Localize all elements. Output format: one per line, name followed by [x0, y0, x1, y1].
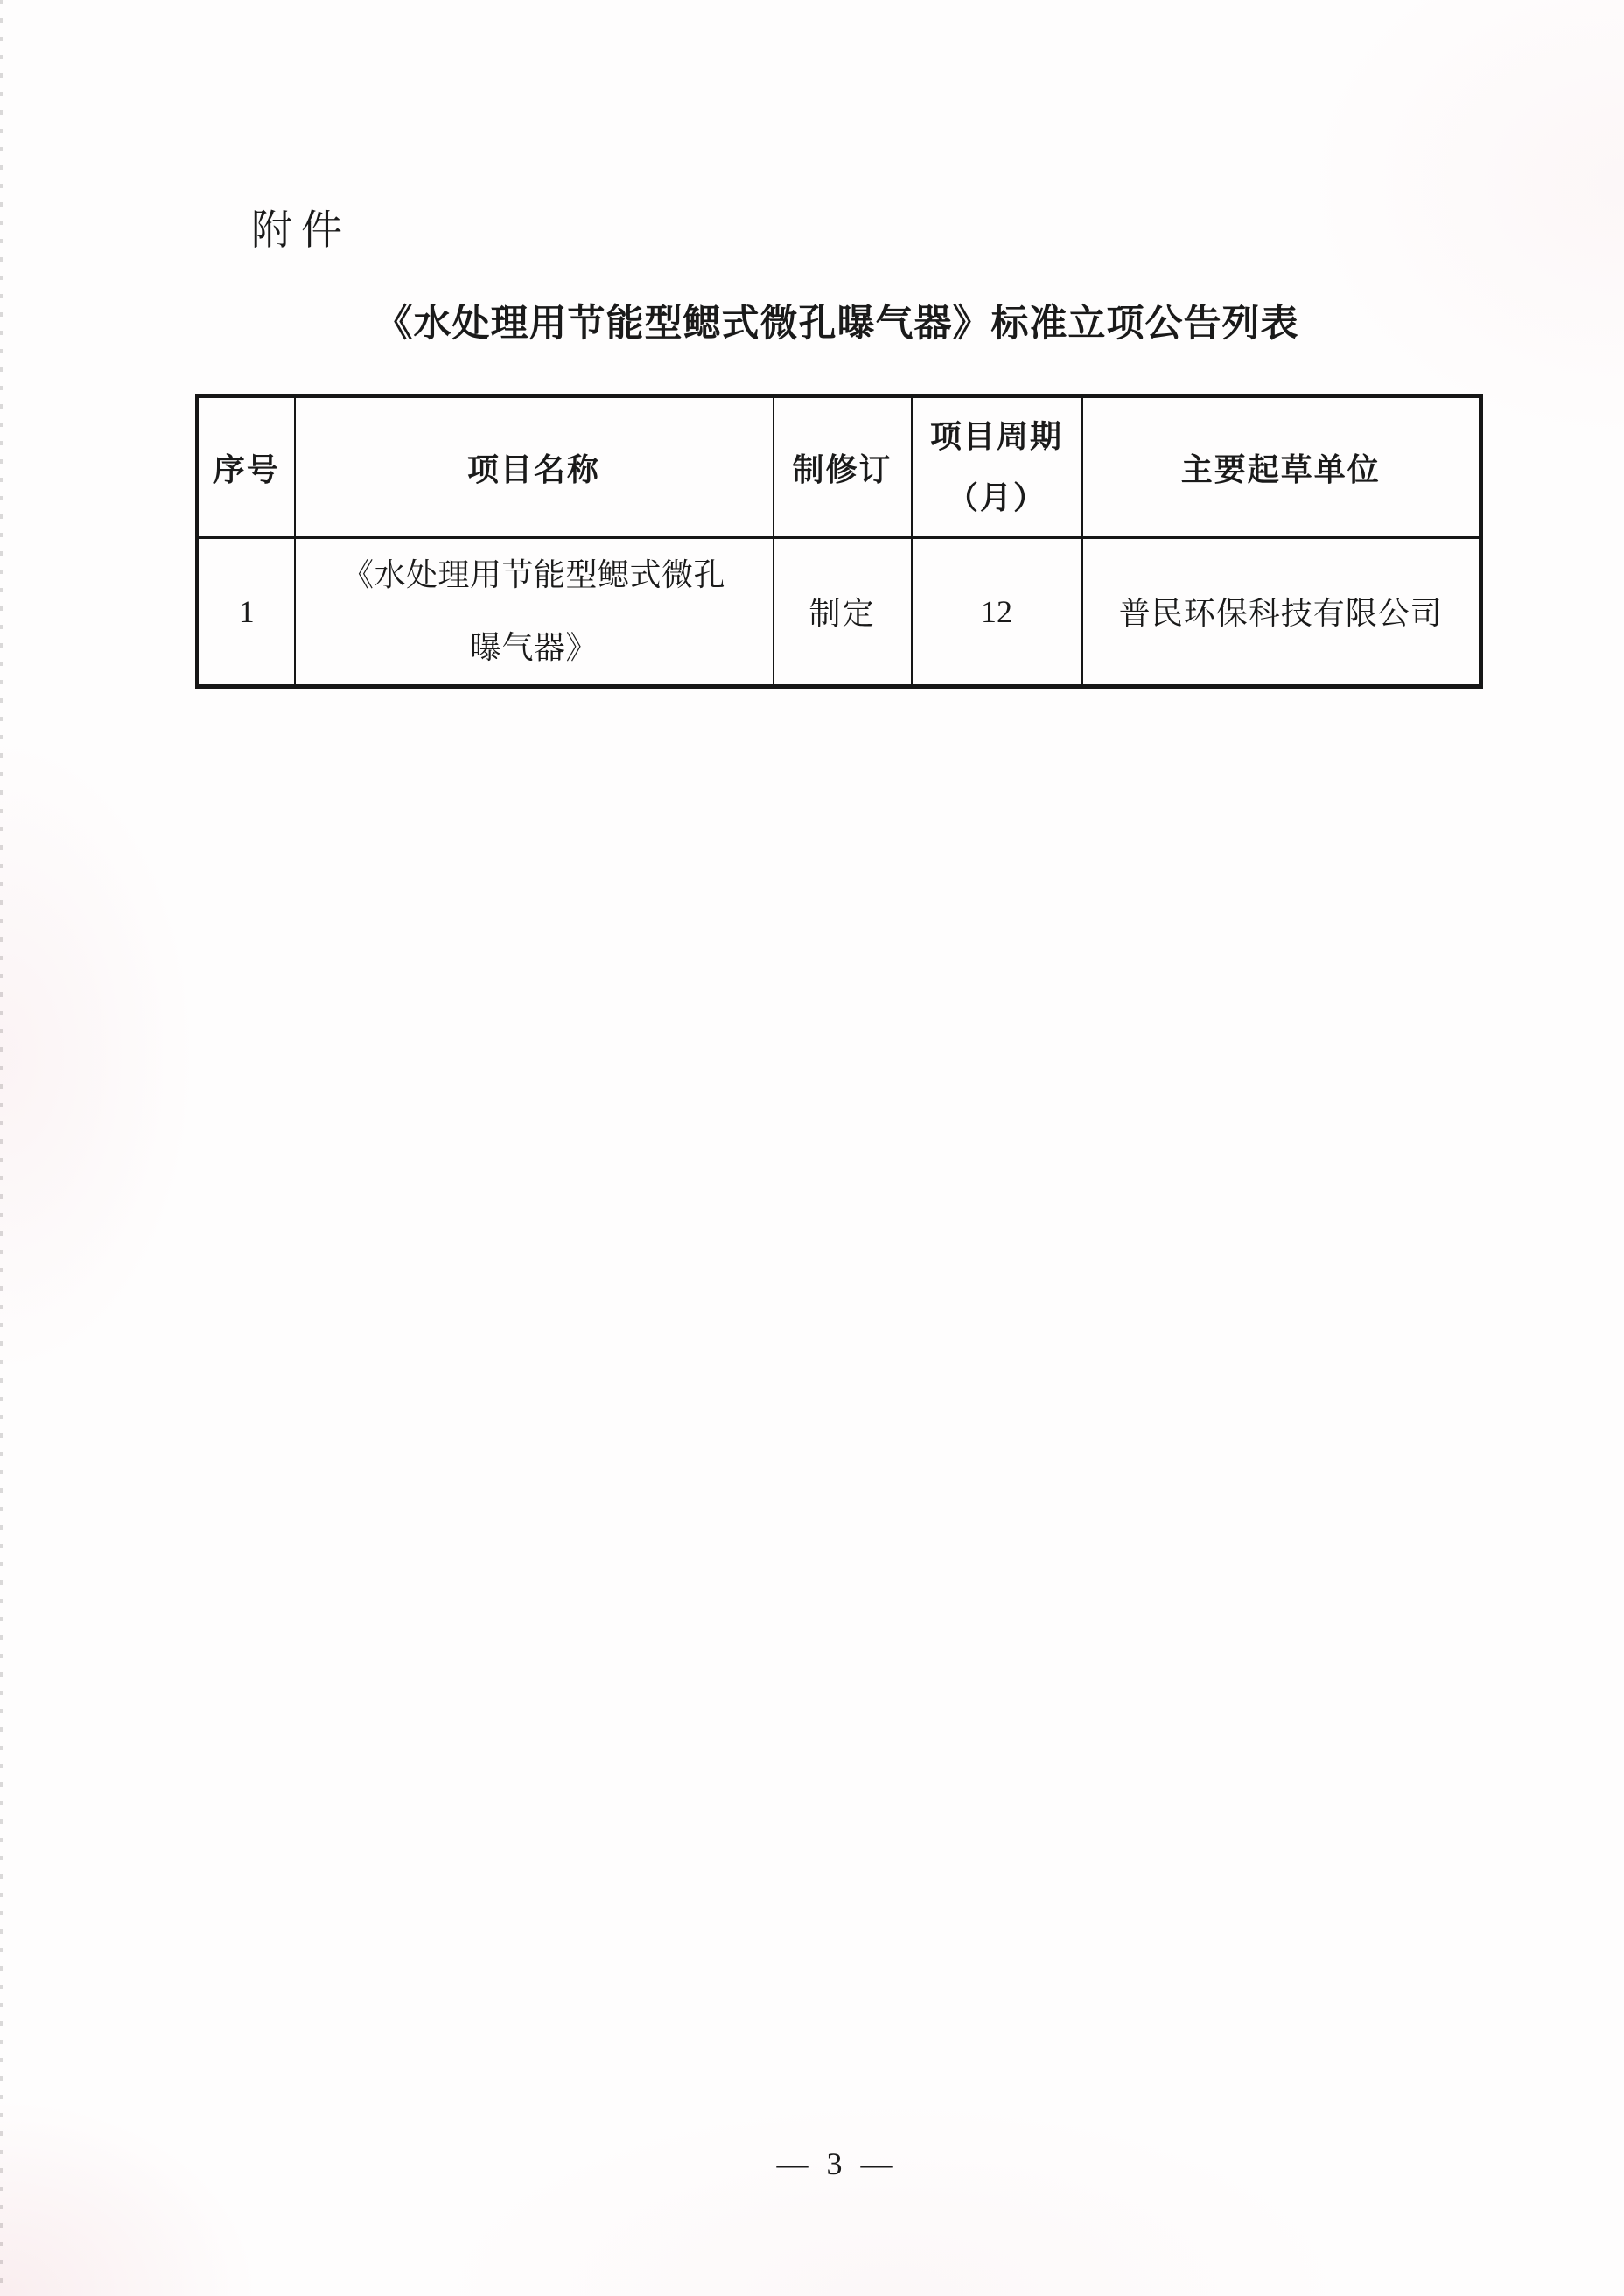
- table-row: [198, 538, 1481, 687]
- header-cell-project-name: 项目名称: [295, 396, 774, 538]
- table-header-row: [198, 396, 1481, 538]
- header-cell-drafting-unit: 主要起草单位: [1082, 396, 1481, 538]
- header-cell-period: [912, 396, 1082, 538]
- project-name-text: 《水处理用节能型鳃式微孔曝气器》: [341, 557, 725, 665]
- cell-drafting-unit: 普民环保科技有限公司: [1082, 538, 1481, 687]
- standards-project-table: [195, 394, 1483, 689]
- cell-period-months: 12: [912, 538, 1082, 687]
- header-cell-revision-type: 制修订: [774, 396, 912, 538]
- scan-edge-artifact: [0, 0, 3, 2296]
- document-title: 《水处理用节能型鳃式微孔曝气器》标准立项公告列表: [374, 304, 1299, 345]
- header-cell-period-line1: 项目周期: [929, 418, 1063, 454]
- header-cell-seq: 序号: [198, 396, 295, 538]
- header-cell-period-line2: （月）: [946, 480, 1046, 515]
- cell-seq: 1: [198, 538, 295, 687]
- cell-project-name: [295, 538, 774, 687]
- page-number: — 3 —: [776, 2146, 898, 2181]
- attachment-label: 附件: [251, 208, 351, 254]
- cell-revision-type: 制定: [774, 538, 912, 687]
